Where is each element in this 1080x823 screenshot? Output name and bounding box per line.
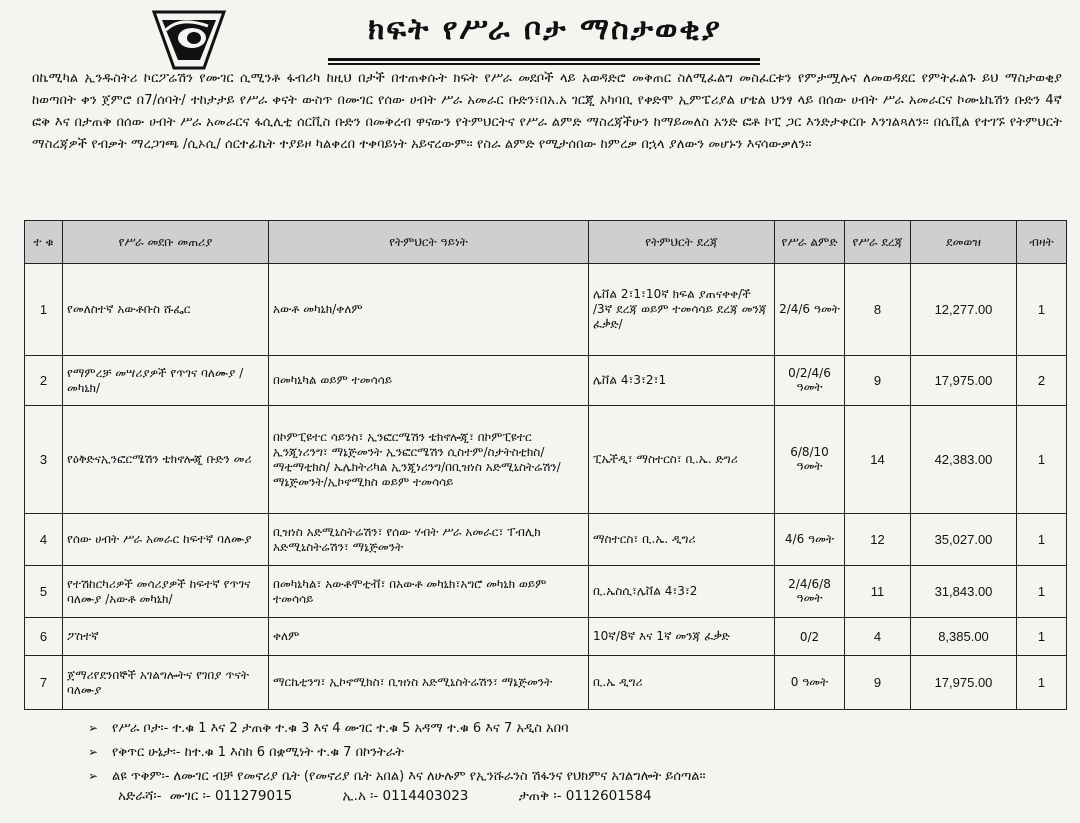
phone-taytek: ታጠቅ ፡- 0112601584 bbox=[518, 788, 652, 804]
cell-qty: 1 bbox=[1017, 656, 1067, 710]
title-underline-secondary bbox=[328, 63, 760, 65]
cell-level: ሌቨል 2፣1፣10ኛ ክፍል ያጠናቀቀ/ች /3ኛ ደረጃ ወይም ተመሳሳይ ደረጃ መንጃ ፈቃድ/ bbox=[589, 264, 775, 356]
list-item bbox=[88, 764, 1068, 788]
cell-experience: 2/4/6 ዓመት bbox=[775, 264, 845, 356]
header-title: የሥራ መደቡ መጠሪያ bbox=[63, 221, 269, 264]
cell-experience: 0/2 bbox=[775, 618, 845, 656]
cell-salary: 35,027.00 bbox=[911, 514, 1017, 566]
cell-title: የሰው ሀብት ሥራ አመራር ከፍተኛ ባለሙያ bbox=[63, 514, 269, 566]
cell-field: ማርኬቲንግ፣ ኢኮኖሚክስ፣ ቢዝነስ አድሚኒስትሬሽን፣ ማኔጅመንት bbox=[269, 656, 589, 710]
cell-no: 5 bbox=[25, 566, 63, 618]
cell-qty: 1 bbox=[1017, 406, 1067, 514]
cell-no: 7 bbox=[25, 656, 63, 710]
cell-level: 10ኛ/8ኛ እና 1ኛ መንጃ ፈቃድ bbox=[589, 618, 775, 656]
cell-level: ሌቨል 4፣3፣2፣1 bbox=[589, 356, 775, 406]
cell-level: ቢ.ኤ ዲግሪ bbox=[589, 656, 775, 710]
cell-salary: 8,385.00 bbox=[911, 618, 1017, 656]
header-level: የትምህርት ደረጃ bbox=[589, 221, 775, 264]
arrow-bullet-icon: ➢ bbox=[88, 745, 99, 759]
cell-field: ቢዝነስ አድሚኒስትሬሽን፣ የሰው ሃብት ሥራ አመራር፣ ፐብሊክ አድሚኒስትሬሽን፣ ማኔጅመንት bbox=[269, 514, 589, 566]
cell-title: ጀማሪየደንበኞች አገልግሎትና የገበያ ጥናት ባለሙያ bbox=[63, 656, 269, 710]
page-title: ክፍት የሥራ ቦታ ማስታወቂያ bbox=[368, 12, 722, 47]
list-item bbox=[88, 740, 1068, 764]
cell-title: የማምረቻ መሣሪያዎች የጥገና ባለሙያ /መካኒክ/ bbox=[63, 356, 269, 406]
cell-experience: 6/8/10 ዓመት bbox=[775, 406, 845, 514]
cell-grade: 14 bbox=[845, 406, 911, 514]
cell-grade: 9 bbox=[845, 356, 911, 406]
cell-qty: 1 bbox=[1017, 514, 1067, 566]
cell-grade: 9 bbox=[845, 656, 911, 710]
table-row bbox=[25, 566, 1067, 618]
cell-no: 4 bbox=[25, 514, 63, 566]
cell-no: 1 bbox=[25, 264, 63, 356]
cell-field: በመካኒካል ወይም ተመሳሳይ bbox=[269, 356, 589, 406]
arrow-bullet-icon: ➢ bbox=[88, 769, 99, 783]
contact-address bbox=[118, 788, 656, 804]
cell-grade: 4 bbox=[845, 618, 911, 656]
phone-addis-ababa: ኢ.አ ፡- 0114403023 bbox=[342, 788, 469, 804]
header-field: የትምህርት ዓይነት bbox=[269, 221, 589, 264]
cell-title: የመለስተኛ አውቶቡስ ሹፌር bbox=[63, 264, 269, 356]
list-item bbox=[88, 716, 1068, 740]
cell-grade: 8 bbox=[845, 264, 911, 356]
cell-field: በመካኒካል፣ አውቶሞቲቭ፣ በአውቶ መካኒክ፣አግሮ መካኒክ ወይም ተመሳሳይ bbox=[269, 566, 589, 618]
cell-experience: 4/6 ዓመት bbox=[775, 514, 845, 566]
cell-title: የተሽከርካሪዎች መሳሪያዎች ከፍተኛ የጥገና ባለሙያ /አውቶ መካኒክ/ bbox=[63, 566, 269, 618]
header-no: ተ ቁ bbox=[25, 221, 63, 264]
cell-salary: 42,383.00 bbox=[911, 406, 1017, 514]
cell-salary: 17,975.00 bbox=[911, 656, 1017, 710]
cell-experience: 0 ዓመት bbox=[775, 656, 845, 710]
cell-experience: 0/2/4/6 ዓመት bbox=[775, 356, 845, 406]
cell-no: 6 bbox=[25, 618, 63, 656]
table-header-row bbox=[25, 221, 1067, 264]
cell-field: አውቶ መካኒክ/ቀለም bbox=[269, 264, 589, 356]
company-logo bbox=[150, 6, 228, 76]
notes-list bbox=[88, 716, 1068, 788]
header-qty: ብዛት bbox=[1017, 221, 1067, 264]
cell-salary: 12,277.00 bbox=[911, 264, 1017, 356]
table-row bbox=[25, 406, 1067, 514]
header-experience: የሥራ ልምድ bbox=[775, 221, 845, 264]
address-label: አድራሻ፡- bbox=[118, 788, 162, 804]
cell-no: 2 bbox=[25, 356, 63, 406]
table-row bbox=[25, 514, 1067, 566]
cell-qty: 1 bbox=[1017, 264, 1067, 356]
cell-grade: 11 bbox=[845, 566, 911, 618]
table-row bbox=[25, 356, 1067, 406]
table-row bbox=[25, 656, 1067, 710]
phone-muger: ሙገር ፡- 011279015 bbox=[169, 788, 293, 804]
cell-qty: 1 bbox=[1017, 566, 1067, 618]
cell-grade: 12 bbox=[845, 514, 911, 566]
arrow-bullet-icon: ➢ bbox=[88, 721, 99, 735]
note-employment-type: የቅጥር ሁኔታ፡- ከተ.ቁ 1 እስከ 6 በቋሚነት ተ.ቁ 7 በኮንትራት bbox=[112, 745, 404, 760]
cell-title: የዕቅድናኢንፎርሜሽን ቴክኖሎጂ ቡድን መሪ bbox=[63, 406, 269, 514]
jobs-table bbox=[24, 220, 1067, 710]
header-salary: ደመወዝ bbox=[911, 221, 1017, 264]
cell-field: በኮምፒዩተር ሳይንስ፣ ኢንፎርሜሽን ቴክኖሎጂ፣ በኮምፒዩተር ኢንጂነሪንግ፣ ማኔጅመንት ኢንፎርሜሽን ሲስተም/ስታትስቲክስ/ማቲማቲክስ/ ኤሌክትሪካል ኢንጂነሪንግ/በቢዝነስ አድሚኒስትሬሽን/ ማኔጅመንት/ኢኮኖሚክስ ወይም ተመሳሳይ bbox=[269, 406, 589, 514]
cell-salary: 31,843.00 bbox=[911, 566, 1017, 618]
note-benefits: ልዩ ጥቅም፡- ለሙገር ብቻ የመኖሪያ ቤት (የመኖሪያ ቤት አበል) እና ለሁሉም የኢንሹራንስ ሽፋንና የህክምና አገልግሎት ይሰጣል። bbox=[112, 769, 706, 784]
cell-title: ፖስተኛ bbox=[63, 618, 269, 656]
cell-level: ማስተርስ፣ ቢ.ኤ. ዲግሪ bbox=[589, 514, 775, 566]
cell-salary: 17,975.00 bbox=[911, 356, 1017, 406]
cell-no: 3 bbox=[25, 406, 63, 514]
table-row bbox=[25, 618, 1067, 656]
cell-experience: 2/4/6/8 ዓመት bbox=[775, 566, 845, 618]
table-row bbox=[25, 264, 1067, 356]
note-work-location: የሥራ ቦታ፡- ተ.ቁ 1 እና 2 ታጠቅ ተ.ቁ 3 እና 4 ሙገር ተ.ቁ 5 አዳማ ተ.ቁ 6 እና 7 አዲስ አበባ bbox=[112, 721, 569, 736]
title-underline bbox=[328, 58, 760, 61]
cell-level: ፒኤችዲ፣ ማስተርስ፣ ቢ.ኤ. ድግሪ bbox=[589, 406, 775, 514]
intro-paragraph: በኬሚካል ኢንዱስትሪ ኮርፖሬሽን የሙገር ሲሚንቶ ፋብሪካ ከዚህ በታች በተጠቀሱት ክፍት የሥራ መደቦች ላይ አወዳድሮ መቅጠር ስለሚፈልግ መስፈርቱን የምታሟሉና ለመወዳደር የምትፈልጉ ይህ ማስታወቂያ ከወጣበት ቀን ጀምሮ በ7/ሰባት/ ተከታታይ የሥራ ቀናት ውስጥ በሙገር የሰው ሀብት ሥራ አመራር ቡድን፣በአ.አ ገርጂ አካባቢ የቀድሞ ኢምፔሪያል ሆቴል ህንፃ ላይ በሰው ሀብት ሥራ አመራርና ኮሙኒኬሽን ቡድን 4ኛ ፎቅ እና በታጠቅ በሰው ሀብት ሥራ አመራርና ፋሲሊቲ ሰርቪስ ቡድን በመቅረብ ዋናውን የትምህርትና የሥራ ልምድ ማስረጃችሁን ከማይመለስ አንድ ፎቶ ኮፒ ጋር እንድታቀርቡ እንገልጻለን። በሴቪል የተገኙ የትምህርት ማስረጃዎች የብቃት ማረጋገጫ /ሲኦሲ/ ሰርተፊኬት ተያይዞ ካልቀረበ ተቀባይነት አይኖረውም። የስራ ልምድ የሚታሰበው ከምረቃ በኋላ ያለውን መሆኑን እናሳውቃለን። bbox=[32, 71, 1062, 152]
cell-qty: 2 bbox=[1017, 356, 1067, 406]
cell-field: ቀለም bbox=[269, 618, 589, 656]
cell-level: ቢ.ኤስሲ፣ሌቨል 4፣3፣2 bbox=[589, 566, 775, 618]
cell-qty: 1 bbox=[1017, 618, 1067, 656]
header-grade: የሥራ ደረጃ bbox=[845, 221, 911, 264]
